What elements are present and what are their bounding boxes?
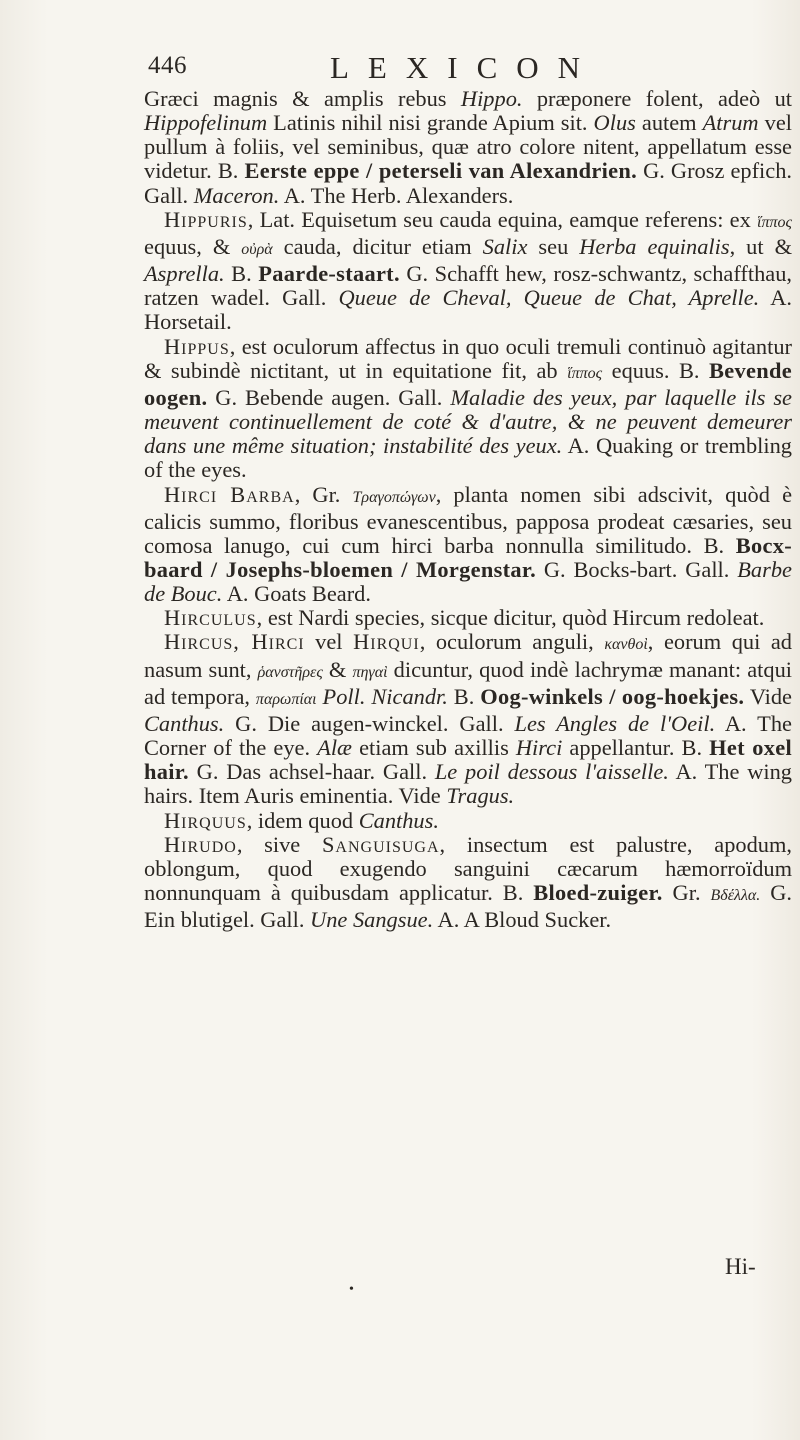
blackletter-text: Eerste eppe / peterseli van Alexandrien. xyxy=(244,158,637,184)
entry-text: etiam sub axillis xyxy=(352,735,516,761)
entry-text: , planta nomen sibi adscivit, quòd è calicis summo, floribus evanescentibus, papposa prodeat cæsaries, seu comosa lanugo, cui cum hirci barba nonnulla similitudo. B. xyxy=(144,481,793,558)
page-mark: • xyxy=(349,1282,354,1297)
italic-text: Les Angles de l'Oeil. xyxy=(514,710,716,736)
greek-term: Βδέλλα. xyxy=(710,887,761,904)
greek-term: κανθοὶ xyxy=(604,636,648,654)
lexicon-entry xyxy=(144,809,792,833)
entry-headword: Hirci Barba xyxy=(164,481,295,507)
italic-text: Maladie des yeux, par laquelle ils se meuvent continuellement de coté & d'autre, & ne peuvent demeurer dans une même situation; instabilité des yeux. xyxy=(144,384,792,459)
entry-text: G. Schafft hew, rosz-schwantz, schaffthau, ratzen wadel. Gall. xyxy=(144,261,793,311)
italic-text: Tragus. xyxy=(446,783,515,809)
entry-text: præponere folent, adeò ut xyxy=(522,86,792,111)
entry-text: equus. B. xyxy=(602,357,710,383)
lexicon-entry xyxy=(144,606,792,630)
entry-text: , est oculorum affectus in quo oculi tremuli continuò agitantur & subindè nictitant, ut in equitatione fit, ab xyxy=(144,333,792,383)
greek-term: ῥανστῆρες xyxy=(257,663,323,681)
entry-headword: Hirculus xyxy=(164,605,257,631)
lexicon-entry xyxy=(144,630,792,808)
italic-text: Salix xyxy=(482,233,528,259)
entry-text: G. Die augen-winckel. Gall. xyxy=(224,710,515,736)
entry-headword: Hirudo xyxy=(164,831,237,857)
italic-text: Hippo. xyxy=(460,86,523,111)
entry-text: G. Das achsel-haar. Gall. xyxy=(188,759,435,785)
entry-text: A. The Corner of the eye. xyxy=(144,710,792,761)
entry-text: vel pullum à foliis, vel seminibus, quæ atro colore nitent, appellatum esse videtur. B. xyxy=(144,110,792,184)
entry-text: cauda, dicitur etiam xyxy=(272,233,483,259)
entry-text: appellantur. B. xyxy=(562,735,710,761)
entry-text: G. Ein blutigel. Gall. xyxy=(144,880,792,933)
italic-text: Maceron. xyxy=(193,182,280,208)
entry-text: A. Quaking or trembling of the eyes. xyxy=(144,433,792,483)
lexicon-entry xyxy=(144,208,792,335)
entry-text: Vide xyxy=(744,683,792,709)
entry-text: , eorum qui ad nasum sunt, xyxy=(144,629,792,682)
italic-text: Asprella. xyxy=(144,261,225,287)
greek-term: πηγαὶ xyxy=(352,663,388,681)
italic-text: Atrum xyxy=(702,110,759,136)
entry-text: , oculorum anguli, xyxy=(419,629,605,655)
entry-text: G. Bocks-bart. Gall. xyxy=(535,556,738,582)
entry-text: A. A Bloud Sucker. xyxy=(433,907,612,933)
entry-text: G. Grosz epfich. Gall. xyxy=(144,158,793,208)
greek-term: ἵππος xyxy=(567,364,603,382)
entry-text: Græci magnis & amplis rebus xyxy=(144,86,461,111)
italic-text: Canthus. xyxy=(358,807,439,833)
italic-text: Le poil dessous l'aisselle. xyxy=(434,759,669,785)
entry-text: equus, & xyxy=(144,233,242,259)
entry-text: A. Horsetail. xyxy=(144,285,792,335)
italic-text: Une Sangsue. xyxy=(310,907,434,933)
entry-text: , idem quod xyxy=(246,807,359,833)
page-number: 446 xyxy=(148,52,187,79)
blackletter-text: Paarde-staart. xyxy=(258,261,400,287)
entry-text: seu xyxy=(527,233,580,259)
entry-text: , ut & xyxy=(729,233,792,259)
entry-text: , sive xyxy=(236,831,322,857)
entry-text: B. xyxy=(224,261,259,287)
italic-text: Alæ xyxy=(317,735,352,761)
entry-text: & xyxy=(322,656,353,682)
lexicon-text xyxy=(144,87,792,932)
blackletter-text: Bloed-zuiger. xyxy=(533,880,663,905)
entry-headword: Hippuris xyxy=(164,206,248,232)
entry-text: , Gr. xyxy=(294,481,353,507)
lexicon-entry xyxy=(144,483,792,607)
greek-term: παρωπίαι xyxy=(255,690,317,708)
running-head: LEXICON xyxy=(330,50,600,85)
italic-text: Canthus. xyxy=(144,710,225,736)
entry-text: A. The wing hairs. Item Auris eminentia. Vide xyxy=(144,759,793,809)
italic-text: Barbe de Bouc. xyxy=(144,556,792,607)
lexicon-entry xyxy=(144,87,792,208)
entry-text: , insectum est palustre, apodum, oblongum, quod exugendo sanguini cæcarum hæmorroïdum nonnunquam à quibusdam applicatur. B. xyxy=(144,831,792,905)
entry-headword: Hircus, Hirci xyxy=(164,629,305,655)
entry-text: autem xyxy=(635,110,703,136)
entry-text: , Lat. Equisetum seu cauda equina, eamque referens: ex xyxy=(247,206,758,232)
entry-text: A. The Herb. Alexanders. xyxy=(279,182,514,208)
page-header xyxy=(148,50,788,90)
lexicon-entry xyxy=(144,833,792,933)
italic-text: Hippofelinum xyxy=(144,110,268,136)
entry-text: dicuntur, quod indè lachrymæ manant: atqui ad tempora, xyxy=(144,656,792,709)
entry-text: vel xyxy=(304,629,354,655)
italic-text: Olus xyxy=(593,110,636,136)
entry-headword: Hirquus xyxy=(164,807,247,833)
greek-term: Τραγοπώγων xyxy=(352,488,436,506)
entry-headword: Sanguisuga xyxy=(321,831,440,857)
blackletter-text: Het oxel hair. xyxy=(144,735,792,785)
blackletter-text: Oog-winkels / oog-hoekjes. xyxy=(480,683,745,709)
entry-headword: Hippus xyxy=(164,333,230,359)
entry-text: , est Nardi species, sicque dicitur, quòd Hircum redoleat. xyxy=(256,605,765,631)
greek-term: οὐρὰ xyxy=(241,240,273,258)
italic-text: Herba equinalis xyxy=(579,233,730,259)
greek-term: ἵππος xyxy=(757,213,792,231)
entry-text: Latinis nihil nisi grande Apium sit. xyxy=(267,110,594,136)
entry-text: Gr. xyxy=(662,880,711,905)
entry-text: B. xyxy=(447,683,481,709)
entry-text: G. Bebende augen. Gall. xyxy=(207,384,451,410)
catchword: Hi- xyxy=(725,1254,756,1279)
blackletter-text: Bevende oogen. xyxy=(144,357,792,410)
entry-text: A. Goats Beard. xyxy=(222,581,371,607)
italic-text: Hirci xyxy=(515,735,563,761)
italic-text: Queue de Cheval, Queue de Chat, Aprelle. xyxy=(338,285,760,311)
blackletter-text: Bocx-baard / Josephs-bloemen / Morgenstar. xyxy=(144,532,792,582)
lexicon-entry xyxy=(144,335,792,483)
italic-text: Poll. Nicandr. xyxy=(322,683,448,709)
entry-headword: Hirqui xyxy=(353,629,420,655)
